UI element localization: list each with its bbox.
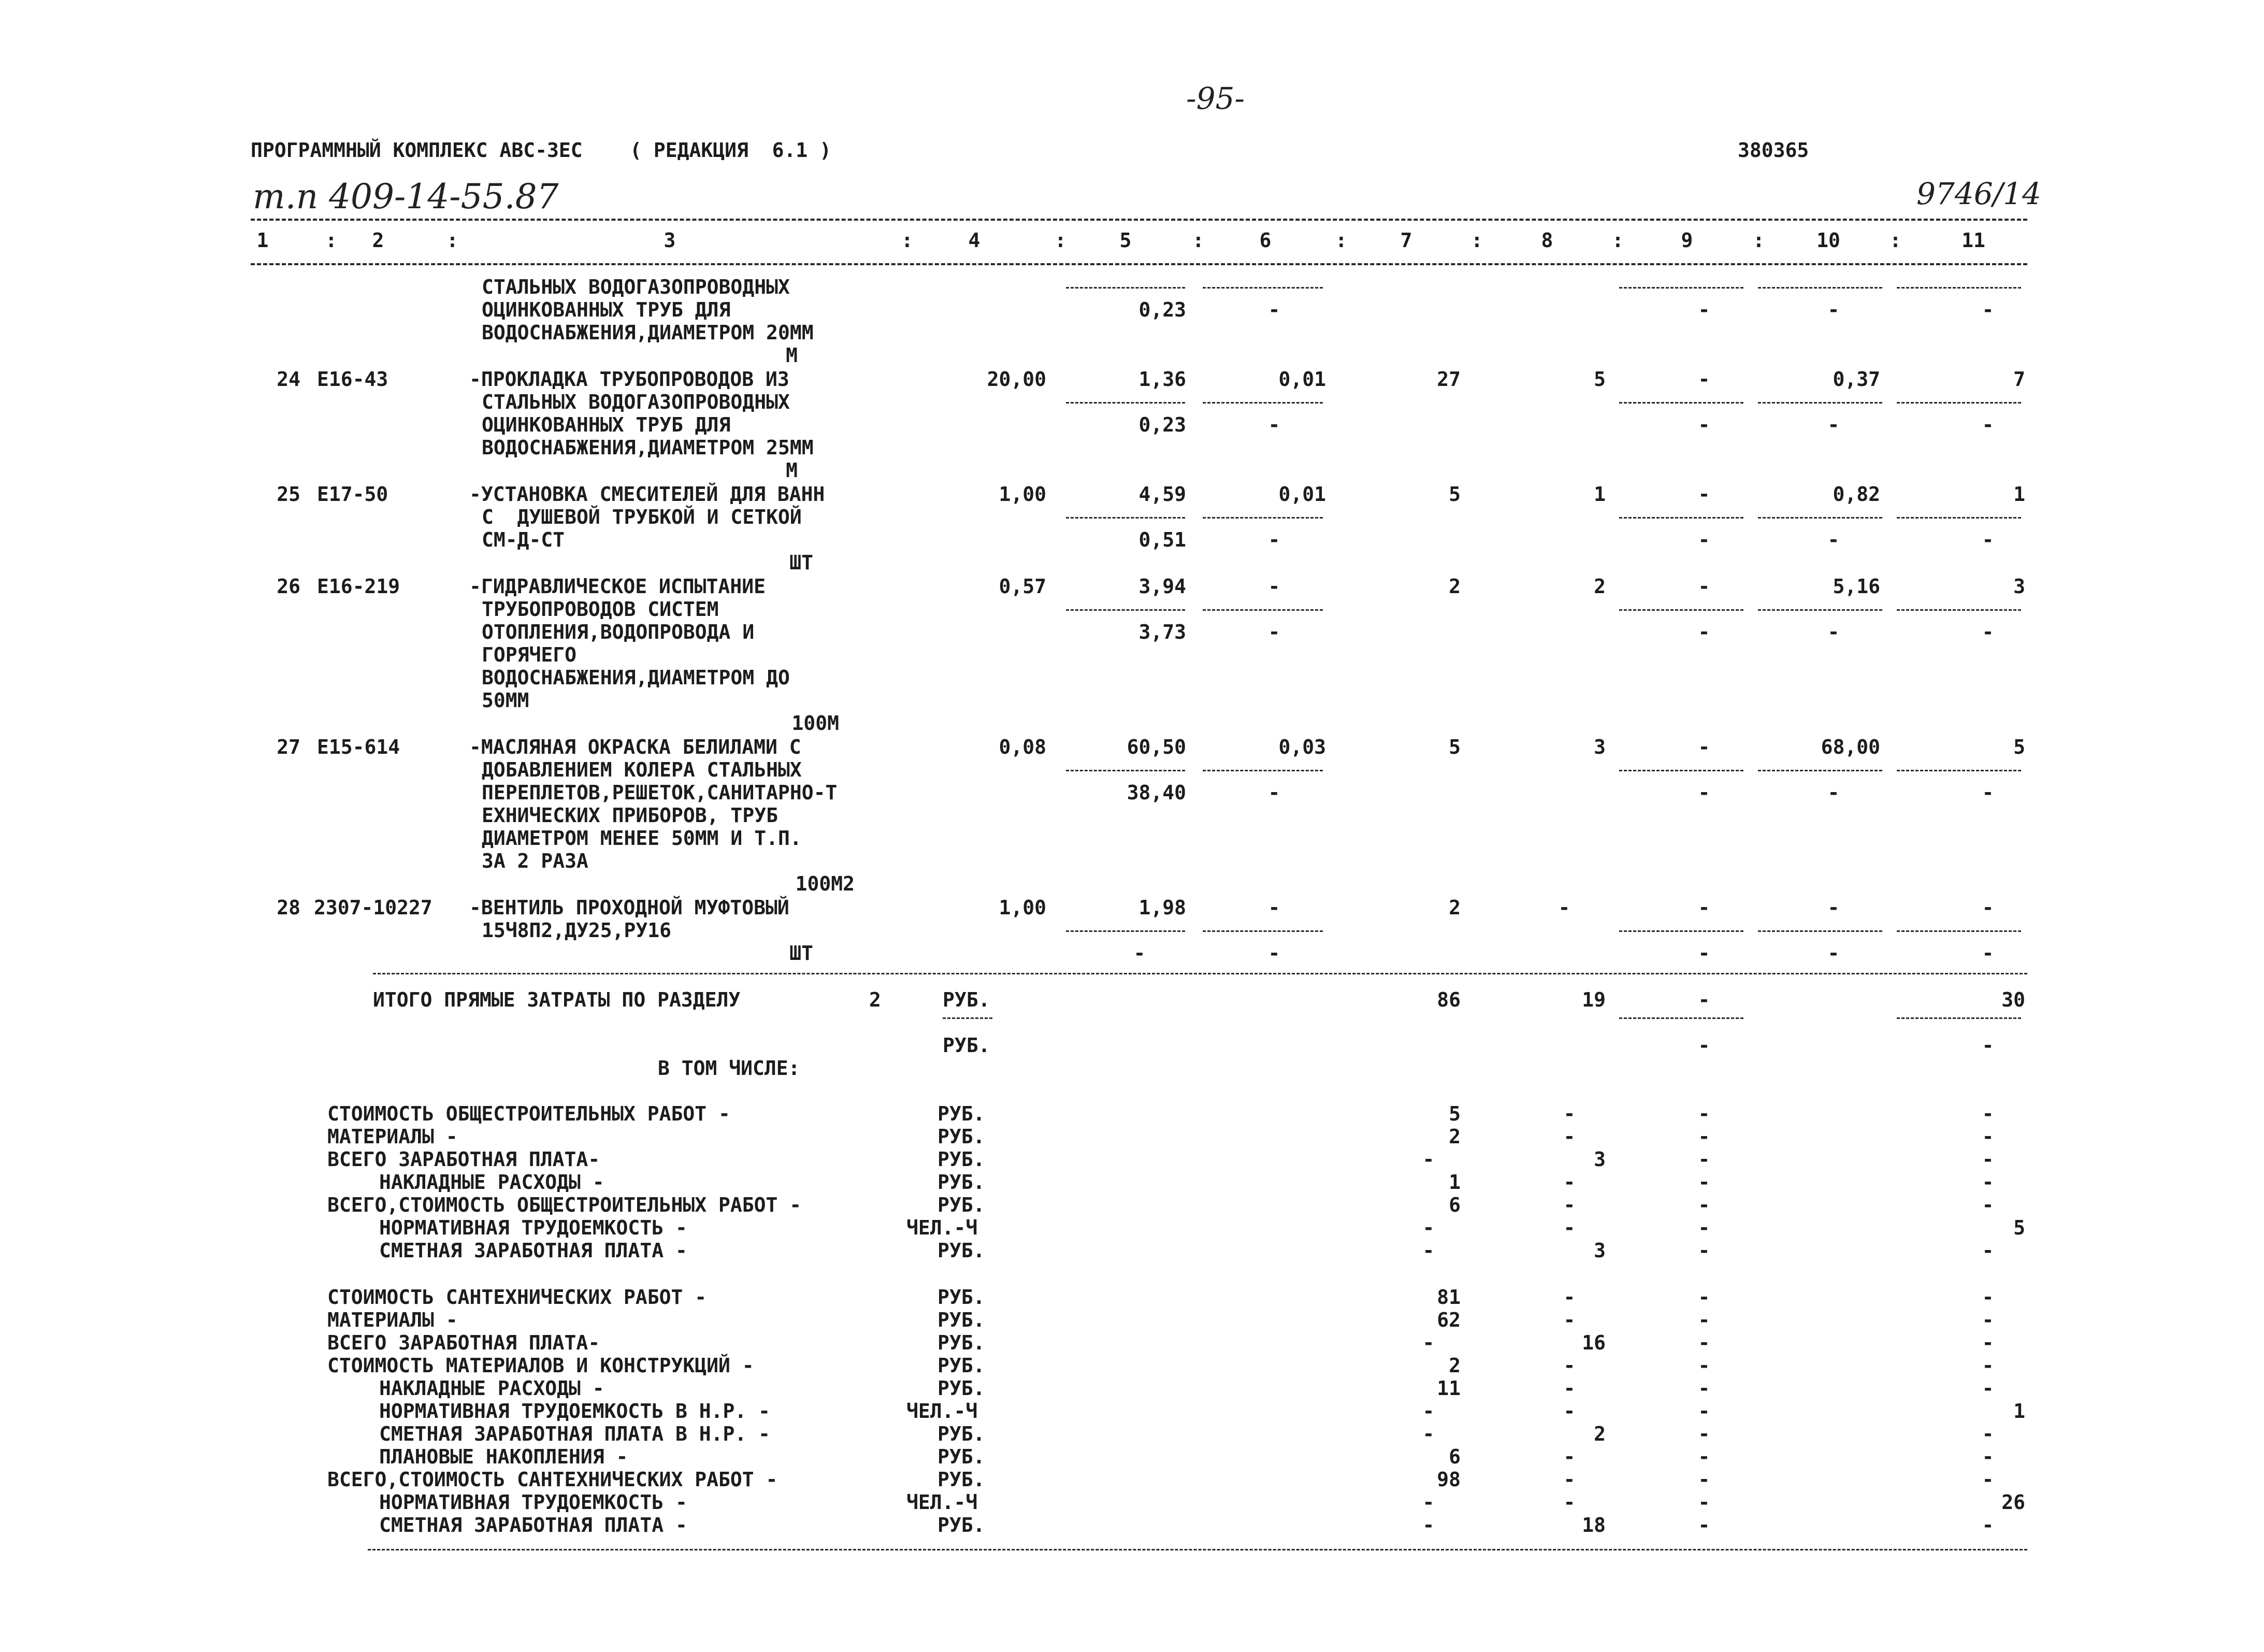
cell-rule [1066, 930, 1185, 932]
summary-unit: ЧЕЛ.-Ч [906, 1491, 978, 1514]
cell-col10-lower: - [1827, 528, 1840, 551]
row-number: 26 [277, 575, 300, 598]
cell-rule [1758, 930, 1882, 932]
row-description-line: ВОДОСНАБЖЕНИЯ,ДИАМЕТРОМ 20ММ [482, 321, 814, 344]
cell-col11: 1 [2013, 483, 2025, 506]
row-unit: 100М [791, 712, 839, 735]
row-description-line: 15Ч8П2,ДУ25,РУ16 [482, 919, 672, 942]
cell-rule [1758, 402, 1882, 404]
summary-col11: 5 [2013, 1216, 2025, 1239]
cell-rule [1619, 287, 1743, 289]
cell-col7: 5 [1449, 483, 1461, 506]
header-top-rule [251, 219, 2027, 221]
summary-col9: - [1698, 1239, 1710, 1262]
col-header-2: 2 [372, 229, 384, 252]
cell-col11-lower: - [1982, 781, 1994, 804]
summary-unit: РУБ. [938, 1514, 985, 1536]
cell-col11-lower: - [1982, 298, 1994, 321]
summary-col7: - [1422, 1331, 1435, 1354]
summary-col9: - [1698, 1354, 1710, 1377]
cell-col10: 0,37 [1833, 368, 1880, 391]
row-description-line: ДОБАВЛЕНИЕМ КОЛЕРА СТАЛЬНЫХ [482, 758, 802, 781]
cell-rule [1758, 770, 1882, 771]
cell-col7: 27 [1437, 368, 1461, 391]
row-code: Е15-614 [317, 736, 400, 758]
summary-col9: - [1698, 1423, 1710, 1445]
summary-col9: - [1698, 1102, 1710, 1125]
col-separator: : [1890, 229, 1901, 252]
summary-col8: - [1563, 1171, 1576, 1194]
row-unit: ШТ [789, 942, 813, 965]
cell-col5-lower: 38,40 [1127, 781, 1186, 804]
summary-col8: - [1563, 1400, 1576, 1423]
summary-unit: РУБ. [938, 1377, 985, 1400]
cell-rule [1066, 287, 1185, 289]
summary-col7: 98 [1437, 1468, 1461, 1491]
section-total-rule [373, 973, 2027, 974]
cell-col10: 68,00 [1821, 736, 1880, 758]
row-description-line: ГОРЯЧЕГО [482, 643, 577, 666]
summary-col8: 3 [1594, 1148, 1606, 1171]
row-description-line: ПЕРЕПЛЕТОВ,РЕШЕТОК,САНИТАРНО-Т [482, 781, 838, 804]
cell-col11-lower: - [1982, 621, 1994, 643]
row-description-line: СТАЛЬНЫХ ВОДОГАЗОПРОВОДНЫХ [482, 276, 790, 298]
cell-col6-lower: - [1268, 413, 1280, 436]
summary-col7: 2 [1449, 1354, 1461, 1377]
cell-rule [1619, 1017, 1743, 1019]
cell-col4: 1,00 [999, 896, 1046, 919]
summary-label: СМЕТНАЯ ЗАРАБОТНАЯ ПЛАТА В Н.Р. - [379, 1423, 770, 1445]
col-separator: : [1335, 229, 1347, 252]
row-description-line: -ПРОКЛАДКА ТРУБОПРОВОДОВ ИЗ [469, 368, 789, 391]
row-description-line: СМ-Д-СТ [482, 528, 565, 551]
cell-col11-lower: - [1982, 413, 1994, 436]
cell-col6: 0,01 [1278, 483, 1326, 506]
col-separator: : [325, 229, 337, 252]
summary-col11: - [1982, 1354, 1994, 1377]
cell-col5: 3,94 [1138, 575, 1186, 598]
cell-rule [1619, 402, 1743, 404]
cell-rule [1203, 770, 1323, 771]
row-description-line: ОЦИНКОВАННЫХ ТРУБ ДЛЯ [482, 413, 731, 436]
summary-col8: - [1563, 1377, 1576, 1400]
cell-col9-lower: - [1698, 298, 1710, 321]
total-col11-lower: - [1982, 1034, 1994, 1057]
summary-unit: РУБ. [938, 1125, 985, 1148]
cell-col9: - [1698, 368, 1710, 391]
summary-col8: 18 [1582, 1514, 1606, 1536]
cell-col9-lower: - [1698, 781, 1710, 804]
cell-col9-lower: - [1698, 528, 1710, 551]
col-header-4: 4 [968, 229, 980, 252]
col-header-3: 3 [664, 229, 676, 252]
cell-col10-lower: - [1827, 621, 1840, 643]
summary-label: СТОИМОСТЬ МАТЕРИАЛОВ И КОНСТРУКЦИЙ - [327, 1354, 754, 1377]
cell-rule [1897, 609, 2021, 611]
total-col9-lower: - [1698, 1034, 1710, 1057]
cell-rule [1758, 609, 1882, 611]
cell-rule [1619, 930, 1743, 932]
cell-rule [1897, 770, 2021, 771]
cell-rule [1203, 930, 1323, 932]
summary-label: ВСЕГО ЗАРАБОТНАЯ ПЛАТА- [327, 1148, 600, 1171]
col-separator: : [901, 229, 913, 252]
cell-col5-lower: 0,23 [1138, 413, 1186, 436]
cell-col8: 3 [1594, 736, 1606, 758]
summary-col11: - [1982, 1171, 1994, 1194]
total-col8: 19 [1582, 988, 1606, 1011]
summary-unit: РУБ. [938, 1239, 985, 1262]
total-unit-secondary: РУБ. [943, 1034, 990, 1057]
summary-col8: - [1563, 1354, 1576, 1377]
col-separator: : [1055, 229, 1066, 252]
summary-col7: 1 [1449, 1171, 1461, 1194]
cell-col9: - [1698, 575, 1710, 598]
row-description-line: ТРУБОПРОВОДОВ СИСТЕМ [482, 598, 719, 621]
col-header-11: 11 [1962, 229, 1985, 252]
summary-label: ПЛАНОВЫЕ НАКОПЛЕНИЯ - [379, 1445, 628, 1468]
cell-col9: - [1698, 483, 1710, 506]
row-description-line: С ДУШЕВОЙ ТРУБКОЙ И СЕТКОЙ [482, 506, 802, 528]
summary-col9: - [1698, 1514, 1710, 1536]
cell-col9-lower: - [1698, 942, 1710, 965]
summary-col7: 81 [1437, 1286, 1461, 1309]
summary-col9: - [1698, 1331, 1710, 1354]
col-header-9: 9 [1681, 229, 1693, 252]
summary-col11: - [1982, 1286, 1994, 1309]
cell-col5: 60,50 [1127, 736, 1186, 758]
summary-col8: - [1563, 1286, 1576, 1309]
summary-col7: 62 [1437, 1309, 1461, 1331]
row-description-line: ЕХНИЧЕСКИХ ПРИБОРОВ, ТРУБ [482, 804, 778, 827]
summary-unit: РУБ. [938, 1354, 985, 1377]
cell-col6-lower: - [1268, 942, 1280, 965]
summary-label: ВСЕГО,СТОИМОСТЬ САНТЕХНИЧЕСКИХ РАБОТ - [327, 1468, 778, 1491]
cell-rule [1758, 517, 1882, 519]
including-heading: В ТОМ ЧИСЛЕ: [658, 1057, 800, 1080]
summary-label: ВСЕГО,СТОИМОСТЬ ОБЩЕСТРОИТЕЛЬНЫХ РАБОТ - [327, 1194, 802, 1216]
cell-rule [1897, 517, 2021, 519]
summary-col7: - [1422, 1216, 1435, 1239]
cell-col9: - [1698, 736, 1710, 758]
total-col9: - [1698, 988, 1710, 1011]
cell-col5-lower: 0,51 [1138, 528, 1186, 551]
summary-label: МАТЕРИАЛЫ - [327, 1125, 458, 1148]
summary-col11: - [1982, 1423, 1994, 1445]
col-header-8: 8 [1541, 229, 1553, 252]
row-code: Е17-50 [317, 483, 388, 506]
cell-col6: - [1268, 896, 1280, 919]
total-col7: 86 [1437, 988, 1461, 1011]
row-unit: М [786, 344, 798, 367]
summary-col9: - [1698, 1309, 1710, 1331]
cell-col9-lower: - [1698, 621, 1710, 643]
handwritten-project-number: т.п 409-14-55.87 [253, 177, 559, 217]
cell-rule [1897, 402, 2021, 404]
cell-col6: 0,01 [1278, 368, 1326, 391]
cell-col11: - [1982, 896, 1994, 919]
summary-col7: 2 [1449, 1125, 1461, 1148]
summary-label: ВСЕГО ЗАРАБОТНАЯ ПЛАТА- [327, 1331, 600, 1354]
summary-col9: - [1698, 1491, 1710, 1514]
col-separator: : [1612, 229, 1624, 252]
cell-col5: 4,59 [1138, 483, 1186, 506]
cell-rule [1897, 287, 2021, 289]
cell-col6-lower: - [1268, 621, 1280, 643]
row-unit: 100М2 [795, 872, 855, 895]
cell-rule [1203, 287, 1323, 289]
summary-col11: - [1982, 1514, 1994, 1536]
cell-rule [1066, 609, 1185, 611]
cell-col6: 0,03 [1278, 736, 1326, 758]
summary-col9: - [1698, 1400, 1710, 1423]
summary-unit: РУБ. [938, 1286, 985, 1309]
cell-col11-lower: - [1982, 528, 1994, 551]
summary-col8: - [1563, 1309, 1576, 1331]
summary-col8: 16 [1582, 1331, 1606, 1354]
row-unit: М [786, 459, 798, 482]
total-label: ИТОГО ПРЯМЫЕ ЗАТРАТЫ ПО РАЗДЕЛУ [373, 988, 741, 1011]
cell-rule [1619, 517, 1743, 519]
row-code: Е16-43 [317, 368, 388, 391]
row-description-line: ВОДОСНАБЖЕНИЯ,ДИАМЕТРОМ 25ММ [482, 436, 814, 459]
row-description-line: 50ММ [482, 689, 529, 712]
row-code: Е16-219 [317, 575, 400, 598]
cell-col5: 1,98 [1138, 896, 1186, 919]
cell-rule [1203, 402, 1323, 404]
cell-col6-lower: - [1268, 298, 1280, 321]
summary-col7: 5 [1449, 1102, 1461, 1125]
summary-col8: 3 [1594, 1239, 1606, 1262]
summary-col7: 11 [1437, 1377, 1461, 1400]
cell-col8: 1 [1594, 483, 1606, 506]
cell-rule [1066, 402, 1185, 404]
cell-col9: - [1698, 896, 1710, 919]
summary-unit: ЧЕЛ.-Ч [906, 1400, 978, 1423]
summary-col11: - [1982, 1331, 1994, 1354]
col-separator: : [446, 229, 458, 252]
page-number: -95- [1186, 81, 1245, 116]
row-description-line: -МАСЛЯНАЯ ОКРАСКА БЕЛИЛАМИ С [469, 736, 801, 758]
summary-col9: - [1698, 1216, 1710, 1239]
summary-col8: - [1563, 1468, 1576, 1491]
col-separator: : [1753, 229, 1765, 252]
cell-rule [1897, 1017, 2021, 1019]
cell-rule [1203, 609, 1323, 611]
summary-col9: - [1698, 1148, 1710, 1171]
summary-unit: РУБ. [938, 1171, 985, 1194]
summary-col7: - [1422, 1148, 1435, 1171]
header-bottom-rule [251, 263, 2027, 265]
cell-col10-lower: - [1827, 413, 1840, 436]
cell-col4: 0,08 [999, 736, 1046, 758]
total-section-number: 2 [869, 988, 881, 1011]
cell-col10-lower: - [1827, 781, 1840, 804]
summary-col8: - [1563, 1445, 1576, 1468]
cell-col4: 20,00 [987, 368, 1046, 391]
summary-label: НАКЛАДНЫЕ РАСХОДЫ - [379, 1171, 604, 1194]
cell-rule [1066, 770, 1185, 771]
table-bottom-rule [368, 1549, 2027, 1550]
handwritten-sheet-number: 9746/14 [1916, 176, 2041, 211]
row-description-line: ВОДОСНАБЖЕНИЯ,ДИАМЕТРОМ ДО [482, 666, 790, 689]
summary-col11: - [1982, 1102, 1994, 1125]
cell-col5: 1,36 [1138, 368, 1186, 391]
summary-unit: РУБ. [938, 1102, 985, 1125]
row-code: 2307-10227 [314, 896, 432, 919]
cell-col8: 5 [1594, 368, 1606, 391]
row-description-line: ОЦИНКОВАННЫХ ТРУБ ДЛЯ [482, 298, 731, 321]
row-description-line: -УСТАНОВКА СМЕСИТЕЛЕЙ ДЛЯ ВАНН [469, 483, 825, 506]
col-separator: : [1471, 229, 1483, 252]
summary-col9: - [1698, 1194, 1710, 1216]
summary-col7: - [1422, 1239, 1435, 1262]
cell-col9-lower: - [1698, 413, 1710, 436]
row-description-line: ЗА 2 РАЗА [482, 850, 588, 872]
row-description-line: СТАЛЬНЫХ ВОДОГАЗОПРОВОДНЫХ [482, 391, 790, 413]
cell-rule [1619, 609, 1743, 611]
summary-col11: - [1982, 1377, 1994, 1400]
summary-col11: 1 [2013, 1400, 2025, 1423]
cell-col10-lower: - [1827, 298, 1840, 321]
summary-col7: - [1422, 1514, 1435, 1536]
col-header-7: 7 [1400, 229, 1412, 252]
cell-col5-lower: 3,73 [1138, 621, 1186, 643]
cell-rule [1758, 287, 1882, 289]
row-unit: ШТ [789, 551, 813, 574]
summary-col9: - [1698, 1377, 1710, 1400]
cell-col10: - [1827, 896, 1840, 919]
summary-col8: - [1563, 1216, 1576, 1239]
row-number: 24 [277, 368, 300, 391]
summary-col11: - [1982, 1194, 1994, 1216]
row-number: 27 [277, 736, 300, 758]
row-description-line: ОТОПЛЕНИЯ,ВОДОПРОВОДА И [482, 621, 755, 643]
summary-col11: - [1982, 1309, 1994, 1331]
row-description-line: -ВЕНТИЛЬ ПРОХОДНОЙ МУФТОВЫЙ [469, 896, 789, 919]
cell-col11: 5 [2013, 736, 2025, 758]
summary-unit: ЧЕЛ.-Ч [906, 1216, 978, 1239]
row-number: 28 [277, 896, 300, 919]
cell-col4: 1,00 [999, 483, 1046, 506]
summary-label: НОРМАТИВНАЯ ТРУДОЕМКОСТЬ В Н.Р. - [379, 1400, 770, 1423]
cell-col6-lower: - [1268, 781, 1280, 804]
summary-label: МАТЕРИАЛЫ - [327, 1309, 458, 1331]
summary-col9: - [1698, 1286, 1710, 1309]
cell-col7: 2 [1449, 575, 1461, 598]
cell-col6: - [1268, 575, 1280, 598]
summary-col8: - [1563, 1194, 1576, 1216]
cell-col8: - [1558, 896, 1570, 919]
summary-col9: - [1698, 1445, 1710, 1468]
total-col11: 30 [2001, 988, 2025, 1011]
summary-col9: - [1698, 1468, 1710, 1491]
program-title: ПРОГРАММНЫЙ КОМПЛЕКС АВС-3ЕС ( РЕДАКЦИЯ 6.1 ) [251, 139, 832, 162]
cell-col10-lower: - [1827, 942, 1840, 965]
summary-label: СТОИМОСТЬ ОБЩЕСТРОИТЕЛЬНЫХ РАБОТ - [327, 1102, 730, 1125]
cell-rule [1619, 770, 1743, 771]
summary-col8: - [1563, 1491, 1576, 1514]
summary-col7: - [1422, 1423, 1435, 1445]
cell-col7: 5 [1449, 736, 1461, 758]
cell-rule [943, 1017, 992, 1019]
summary-col7: 6 [1449, 1445, 1461, 1468]
cell-col8: 2 [1594, 575, 1606, 598]
summary-unit: РУБ. [938, 1148, 985, 1171]
summary-unit: РУБ. [938, 1309, 985, 1331]
summary-col9: - [1698, 1125, 1710, 1148]
cell-col11-lower: - [1982, 942, 1994, 965]
summary-label: СТОИМОСТЬ САНТЕХНИЧЕСКИХ РАБОТ - [327, 1286, 707, 1309]
summary-col11: - [1982, 1445, 1994, 1468]
col-header-10: 10 [1816, 229, 1840, 252]
summary-unit: РУБ. [938, 1194, 985, 1216]
cell-col11: 7 [2013, 368, 2025, 391]
summary-col8: - [1563, 1125, 1576, 1148]
cell-col5-lower: - [1133, 942, 1146, 965]
summary-col7: 6 [1449, 1194, 1461, 1216]
summary-label: НАКЛАДНЫЕ РАСХОДЫ - [379, 1377, 604, 1400]
summary-col8: - [1563, 1102, 1576, 1125]
row-description-line: -ГИДРАВЛИЧЕСКОЕ ИСПЫТАНИЕ [469, 575, 766, 598]
summary-unit: РУБ. [938, 1468, 985, 1491]
summary-col11: - [1982, 1239, 1994, 1262]
summary-label: СМЕТНАЯ ЗАРАБОТНАЯ ПЛАТА - [379, 1239, 687, 1262]
document-code: 380365 [1738, 139, 1809, 162]
cell-col6-lower: - [1268, 528, 1280, 551]
cell-col11: 3 [2013, 575, 2025, 598]
col-separator: : [1192, 229, 1204, 252]
summary-col11: - [1982, 1148, 1994, 1171]
summary-unit: РУБ. [938, 1423, 985, 1445]
summary-col7: - [1422, 1400, 1435, 1423]
cell-col7: 2 [1449, 896, 1461, 919]
summary-unit: РУБ. [938, 1445, 985, 1468]
summary-label: НОРМАТИВНАЯ ТРУДОЕМКОСТЬ - [379, 1216, 687, 1239]
cell-col10: 0,82 [1833, 483, 1880, 506]
summary-col8: 2 [1594, 1423, 1606, 1445]
cell-rule [1897, 930, 2021, 932]
row-description-line: ДИАМЕТРОМ МЕНЕЕ 50ММ И Т.П. [482, 827, 802, 850]
cell-rule [1203, 517, 1323, 519]
cell-rule [1066, 517, 1185, 519]
summary-col11: 26 [2001, 1491, 2025, 1514]
total-unit: РУБ. [943, 988, 990, 1011]
summary-label: СМЕТНАЯ ЗАРАБОТНАЯ ПЛАТА - [379, 1514, 687, 1536]
summary-label: НОРМАТИВНАЯ ТРУДОЕМКОСТЬ - [379, 1491, 687, 1514]
row-number: 25 [277, 483, 300, 506]
col-header-1: 1 [256, 229, 269, 252]
cell-col4: 0,57 [999, 575, 1046, 598]
col-header-5: 5 [1119, 229, 1132, 252]
summary-unit: РУБ. [938, 1331, 985, 1354]
cell-col5-lower: 0,23 [1138, 298, 1186, 321]
col-header-6: 6 [1259, 229, 1272, 252]
summary-col7: - [1422, 1491, 1435, 1514]
summary-col11: - [1982, 1468, 1994, 1491]
summary-col11: - [1982, 1125, 1994, 1148]
summary-col9: - [1698, 1171, 1710, 1194]
cell-col10: 5,16 [1833, 575, 1880, 598]
